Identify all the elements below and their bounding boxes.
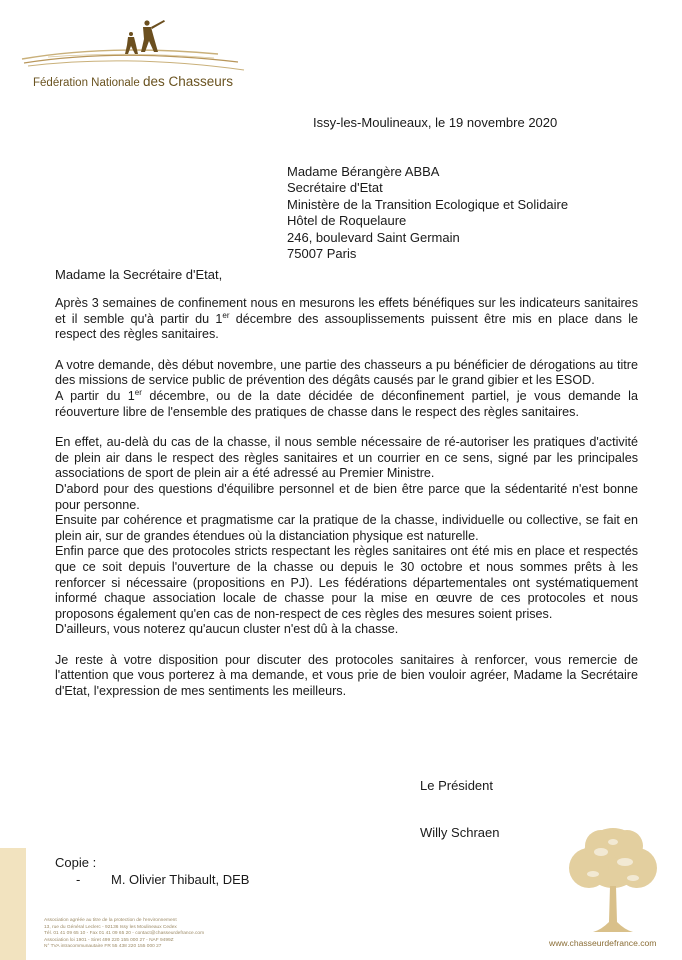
signature-name: Willy Schraen [420, 825, 500, 840]
copy-recipient [76, 872, 249, 887]
footer-line: Association agréée au titre de la protection de l'environnement [44, 918, 177, 923]
footer-line: Association loi 1901 - Siret 499 220 155 000 27 - NAF 9499Z [44, 937, 174, 943]
paragraph-text: décembre des assouplissements puissent être mis en place dans le respect des règles sanitaires. [55, 311, 638, 342]
place-date: Issy-les-Moulineaux, le 19 novembre 2020 [313, 115, 558, 130]
recipient-line: Ministère de la Transition Ecologique et Solidaire [287, 196, 569, 212]
superscript: er [134, 387, 142, 397]
hunters-logo-icon [18, 18, 258, 78]
footer-line: 13, rue du Général Leclerc - 92136 Issy les Moulineaux Cedex [44, 924, 177, 930]
footer-line: N° TVA intracommunautaire FR 55 438 220 155 000 27 [44, 944, 162, 949]
copy-label: Copie : [55, 855, 97, 870]
paragraph: En effet, au-delà du cas de la chasse, il nous semble nécessaire de ré-autoriser les pratiques d'activité de plein air dans le respect des règles sanitaires et un courrier en ce sens, signé par les principales associations de sport de plein air a été adressé au Premier Ministre. [55, 435, 638, 481]
website-link[interactable]: www.chasseurdefrance.com [549, 938, 657, 948]
recipient-line: Madame Bérangère ABBA [287, 164, 440, 179]
recipient-line: 246, boulevard Saint Germain [287, 229, 460, 245]
recipient-line: Secrétaire d'Etat [287, 180, 383, 196]
letter-body [55, 296, 638, 700]
paragraph: Je reste à votre disposition pour discuter des protocoles sanitaires à renforcer, vous remercie de l'attention que vous porterez à ma demande, et vous prie de bien vouloir agréer, Madame la Secrétaire d'Etat, l'expression de mes sentiments les meilleurs. [55, 652, 638, 699]
copy-recipient-name: M. Olivier Thibault, DEB [111, 872, 250, 887]
paragraph [55, 389, 638, 420]
footer-line: Tél. 01 41 09 65 10 - Fax 01 41 09 65 20 - contact@chasseurdefrance.com [44, 931, 205, 936]
paragraph: Ensuite par cohérence et pragmatisme car la pratique de la chasse, individuelle ou collective, se fait en plein air, sur de grandes étendues où la distanciation physique est naturelle. [55, 513, 638, 543]
signature-title: Le Président [420, 778, 493, 793]
paragraph-text: Après 3 semaines de confinement nous en mesurons les effets bénéfiques sur les indicateurs sanitaires et il semble qu'à partir du 1 [55, 296, 638, 326]
tree-emblem-icon [553, 822, 673, 942]
paragraph [55, 296, 638, 343]
copy-dash: - [76, 872, 81, 887]
footer-accent-bar [0, 848, 26, 960]
superscript: er [222, 310, 230, 320]
paragraph: A votre demande, dès début novembre, une partie des chasseurs a pu bénéficier de dérogations au titre des missions de service public de prévention des dégâts causés par le grand gibier et les ESOD. [55, 357, 638, 388]
footer-address [44, 918, 234, 951]
salutation: Madame la Secrétaire d'Etat, [55, 267, 223, 282]
org-name-big: des Chasseurs [142, 74, 234, 89]
paragraph: D'abord pour des questions d'équilibre personnel et de bien être parce que la sédentarité n'est bonne pour personne. [55, 481, 638, 512]
recipient-line: 75007 Paris [287, 246, 357, 262]
recipient-line: Hôtel de Roquelaure [287, 213, 407, 229]
org-name-small: Fédération Nationale [33, 77, 140, 89]
recipient-address [287, 164, 568, 262]
paragraph: D'ailleurs, vous noterez qu'aucun cluster n'est dû à la chasse. [55, 622, 399, 637]
paragraph-text: A partir du 1 [55, 388, 135, 403]
organization-name [33, 74, 233, 89]
paragraph-text: décembre, ou de la date décidée de déconfinement partiel, je vous demande la réouverture libre de l'ensemble des pratiques de chasse dans le respect des règles sanitaires. [55, 388, 638, 419]
paragraph: Enfin parce que des protocoles stricts respectant les règles sanitaires ont été mis en place et respectés que ce soit depuis l'ouverture de la chasse ou depuis le 30 octobre et nous sommes prêts à les renforcer si nécessaire (propositions en PJ). Les fédérations départementales ont systématiquement informé chaque association locale de chasse pour la mise en œuvre de ces protocoles et nous proposons également qu'en cas de non-respect de ces règles des mesures soient prises. [55, 544, 638, 621]
